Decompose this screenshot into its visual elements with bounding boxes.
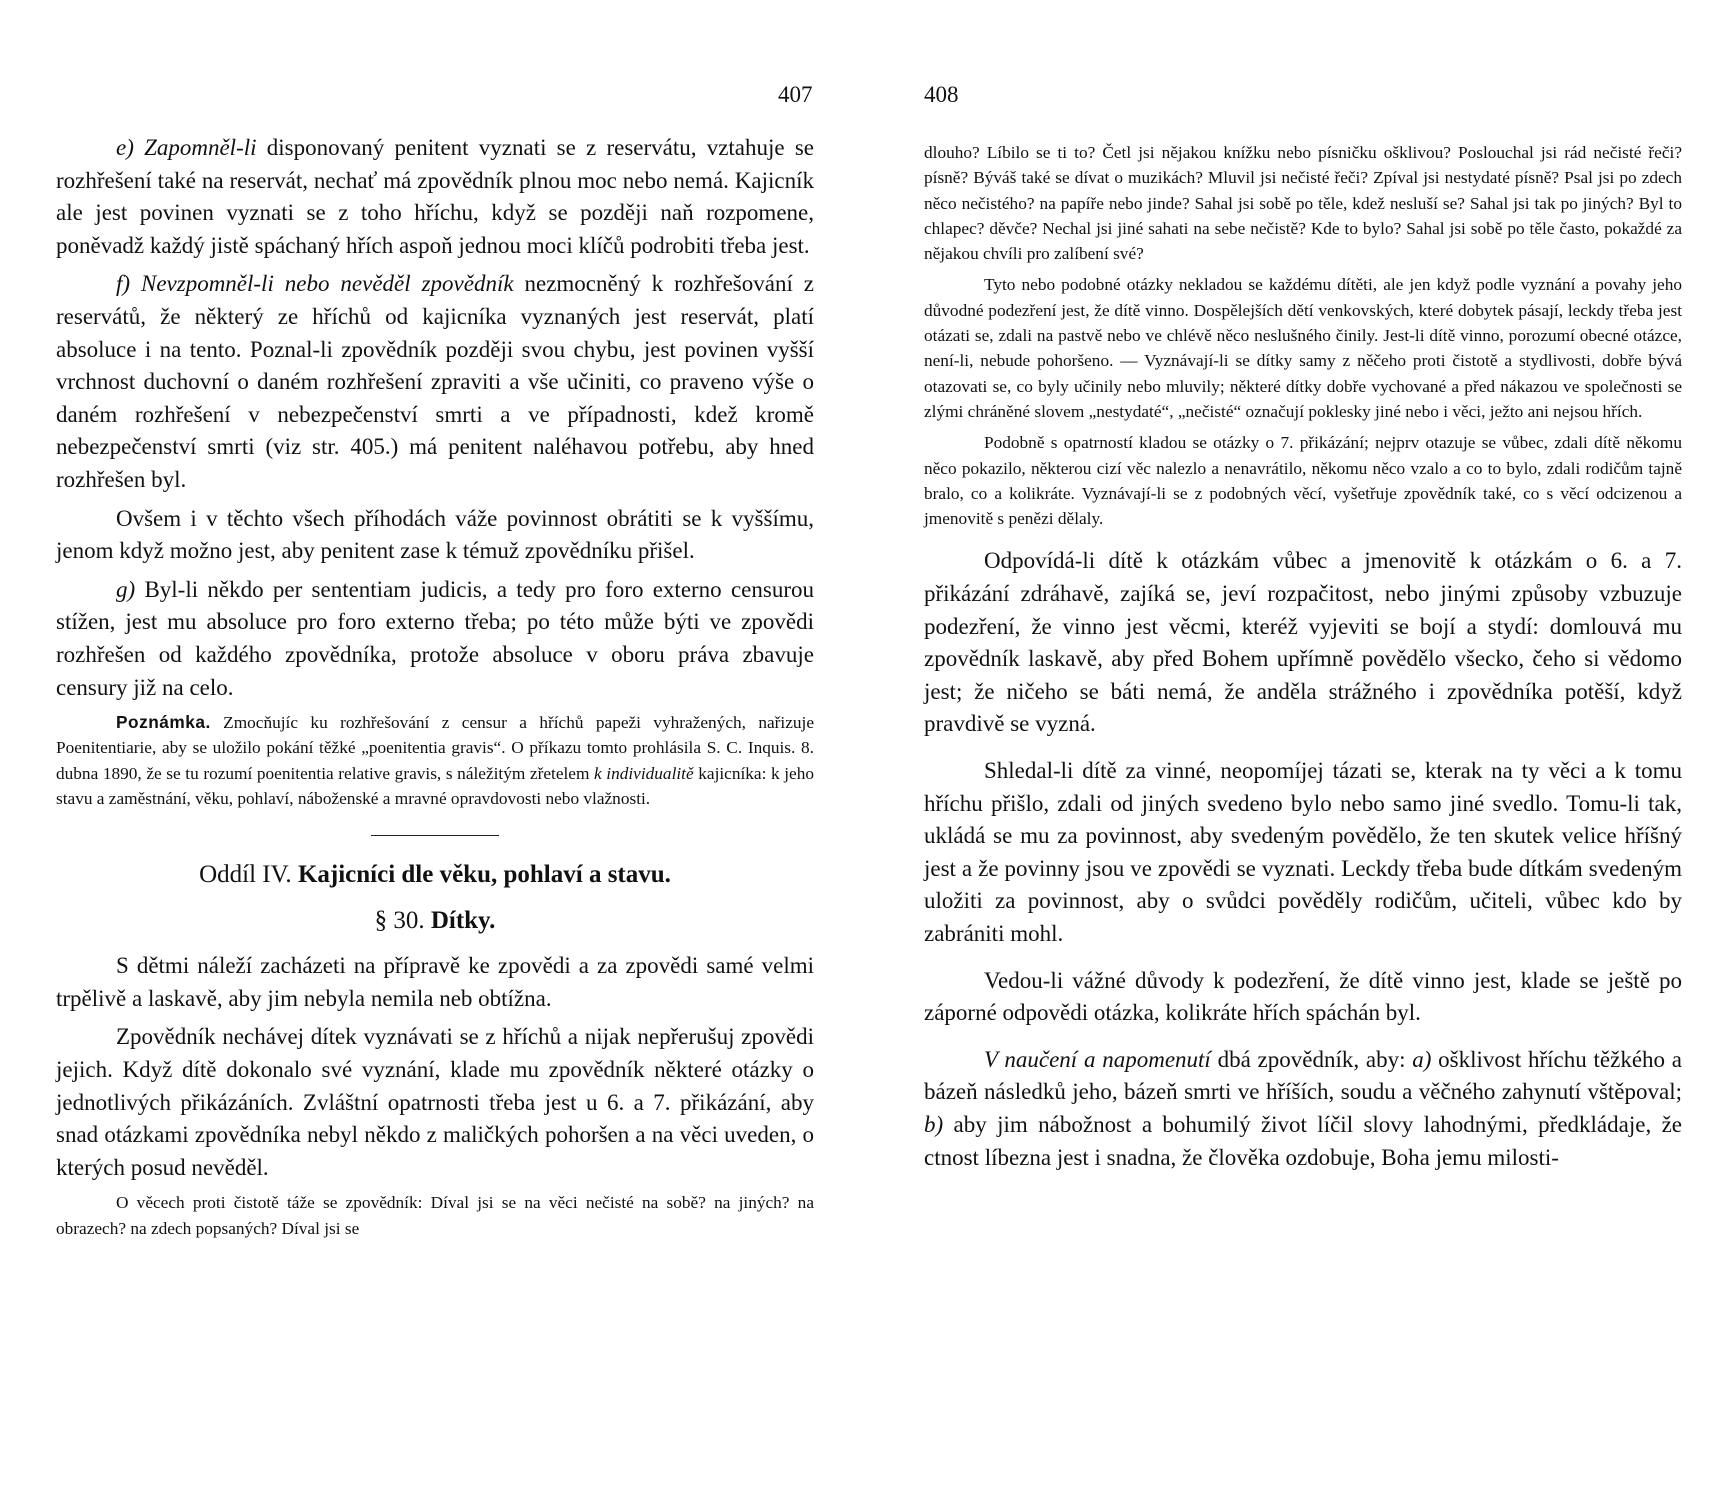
page-number: 408 [924,82,959,107]
paragraph-ovsem: Ovšem i v těchto všech příhodách váže povinnost obrátiti se k vyššímu, jenom když možno jest, aby penitent zase k témuž zpovědníku přišel. [56,505,814,564]
page-number: 407 [778,82,813,107]
small-paragraph-3: Podobně s opatrností kladou se otázky o 7. přikázání; nejprv otazuje se vůbec, zdali dítě někomu něco pokazilo, některou cizí věc nalezlo a nenavrátilo, někomu něco vzalo a co to bylo, zdali rodičům tajně bralo, co a kolikráte. Vyznávají-li se z podobných věcí, vyšetřuje zpovědník také, co s věcí odcizenou a jmenovitě s penězi dělaly. [924,433,1682,529]
note-italic: k individualitě [594,763,694,783]
right-page [866,0,1732,1500]
right-text-column [924,140,1682,1174]
body-paragraph-4: Shledal-li dítě za vinné, neopomíjej tázati se, kterak na ty věci a k tomu hříchu přišlo, zdali od jiných svedeno bylo nebo samo jiné svedlo. Tomu-li tak, ukládá se mu za povinnost, aby svedeným povědělo, že ten skutek velice hříšný jest a že povinny jsou ve zpovědi se vyznati. Leckdy třeba bude dítkám svedeným uložiti za povinnost, aby o svůdci pověděly rodičům, učiteli, vůbec kdo by zabrániti mohl. [924,758,1682,946]
section-divider [371,835,499,836]
small-paragraph-continued: dlouho? Líbilo se ti to? Četl jsi nějakou knížku nebo písničku ošklivou? Poslouchal jsi rád nečisté řeči? písně? Býváš také se dívat o muzikách? Mluvil jsi nečisté řeči? Zpíval jsi nestydaté písně? Psal jsi po zdech něco nečistého? na papíře nebo jinde? Sahal jsi sobě po těle, kdež nesluší se? Sahal jsi tak po jiných? Byl to chlapec? děvče? Nechal jsi jiné sahati na sebe nečistě? Kde to bylo? Sahal jsi sobě po těle často, pokaždé za nějakou chvíli pro zalíbení své? [924,143,1682,264]
paragraph-f: f) Nevzpomněl-li nebo nevěděl zpovědník nezmocněný k rozhřešování z reservátů, že některý ze hříchů od kajicníka vyznaných jest reservát, platí absoluce i na tento. Poznal-li zpovědník později svou chybu, jest povinen vyšší vrchnost duchovní o daném rozhřešení zpraviti a vše učiniti, co praveno výše o daném rozhřešení v nebezpečenství smrti a ve případnosti, kdež kromě nebezpečenství smrti (viz str. 405.) má penitent naléhavou potřebu, aby hned rozhřešen byl. [56,271,814,492]
paragraph-heading: § 30. Dítky. [374,907,496,935]
paragraph-6-lead: V naučení a napomenutí [984,1046,1211,1072]
note: Poznámka. Zmocňujíc ku rozhřešování z censur a hříchů papeži vyhražených, nařizuje Poenitentiarie, aby se uložilo pokání těžké „poenitentia gravis“. O příkazu tomto prohlásila S. C. Inquis. 8. dubna 1890, že se tu rozumí poenitentia relative gravis, s náležitým zřetelem k individualitě kajicníka: k jeho stavu a zaměstnání, věku, pohlaví, náboženské a mravné opravdovosti nebo vlažnosti. [56,712,815,808]
paragraph-f-lead: f) Nevzpomněl-li nebo nevěděl zpovědník [116,271,514,297]
small-paragraph-2: Tyto nebo podobné otázky nekladou se každému dítěti, ale jen když podle vyznání a povahy jeho důvodné podezření jest, že dítě vinno. Dospělejších dětí venkovských, které dobytek pásají, leckdy třeba jest otázati se, zdali na pastvě nebo ve chlévě něco neslušného činily. Jest-li dítě vinno, porozumí obecné otázce, není-li, nebude pohoršeno. — Vyznávají-li se dítky samy z něčeho proti čistotě a stydlivosti, dobře bývá otazovati se, co byly učinily nebo mluvily; některé dítky dobře vychované a před nákazou ve společnosti se zlými chráněné slovem „nestydaté“, „nečisté“ označují poklesky jiné nebo i věci, ježto ani nejsou hřích. [924,275,1682,421]
body-paragraph-6: V naučení a napomenutí dbá zpovědník, aby: a) ošklivost hříchu těžkého a bázeň následků jeho, bázeň smrti ve hříších, soudu a věčného zahynutí vštěpoval; b) aby jim nábožnost a bohumilý život líčil slovy lahodnými, předkládaje, že ctnost líbezna jest i snadna, že člověka ozdobuje, Boha jemu milosti- [924,1046,1682,1170]
section-heading: Oddíl IV. Kajicníci dle věku, pohlaví a stavu. [199,861,671,889]
body-paragraph-5: Vedou-li vážné důvody k podezření, že dítě vinno jest, klade se ještě po záporné odpovědi otázka, kolikráte hřích spáchán byl. [924,967,1682,1026]
body-paragraph-1: S dětmi náleží zacházeti na přípravě ke zpovědi a za zpovědi samé velmi trpělivě a laskavě, aby jim nebyla nemila neb obtížna. [56,953,814,1011]
body-paragraph-3: Odpovídá-li dítě k otázkám vůbec a jmenovitě k otázkám o 6. a 7. přikázání zdráhavě, zajíká se, jeví rozpačitost, nebo jinými způsoby vzbuzuje podezření, že vinno jest věcmi, kteréž vyjeviti se bojí a stydí: domlouvá mu zpovědník laskavě, aby před Bohem upřímně povědělo všecko, čeho si vědomo jest; že ničeho se báti nemá, že anděla strážného i zpovědníka potěší, když pravdivě se vyzná. [924,548,1682,737]
paragraph-e-lead: e) Zapomněl-li [116,135,257,160]
paragraph-g-lead: g) [116,576,136,602]
paragraph-title: Dítky. [430,907,496,935]
left-text-column [56,132,814,1241]
body-paragraph-2: Zpovědník nechávej dítek vyznávati se z hříchů a nijak nepřerušuj zpovědi jejich. Když dítě dokonalo své vyznání, klade mu zpovědník některé otázky o jednotlivých přikázáních. Zvláštní opatrnosti třeba jest u 6. a 7. přikázání, aby snad otázkami zpovědníka nebyl někdo z maličkých pohoršen a na věci uveden, o kterých posud nevěděl. [56,1024,814,1180]
section-title: Kajicníci dle věku, pohlaví a stavu. [297,861,671,889]
paragraph-g: g) Byl-li někdo per sententiam judicis, a tedy pro foro externo censurou stížen, jest mu absoluce pro foro externo třeba; po této může býti ve zpovědi rozhřešen od každého zpovědníka, protože absoluce v oboru práva zbavuje censury již na celo. [56,576,814,700]
paragraph-e: e) Zapomněl-li disponovaný penitent vyznati se z reservátu, vztahuje se rozhřešení také na reservát, nechať má zpovědník plnou moc nebo nemá. Kajicník ale jest povinen vyznati se z toho hříchu, když se později naň rozpomene, poněvadž každý jistě spáchaný hřích aspoň jednou moci klíčů podrobiti třeba jest. [56,135,814,258]
note-label: Poznámka. [116,712,211,733]
small-paragraph-1: O věcech proti čistotě táže se zpovědník: Díval jsi se na věci nečisté na sobě? na jiných? na obrazech? na zdech popsaných? Díval jsi se [56,1193,814,1238]
